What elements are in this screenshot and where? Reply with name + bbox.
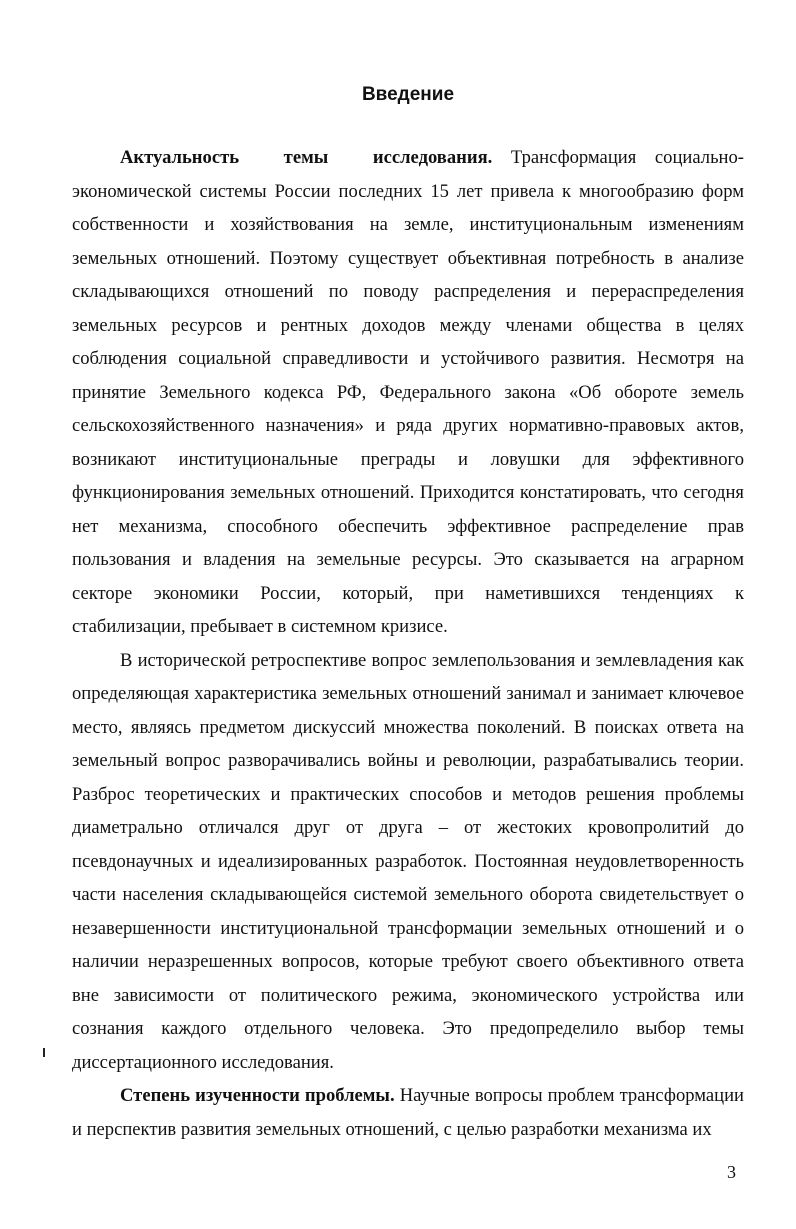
paragraph-text-degree-of-study: Научные вопросы проблем трансформации и перспектив развития земельных отношений, с целью разработки механизма их bbox=[72, 1085, 745, 1140]
page-title: Введение bbox=[361, 84, 455, 105]
paragraph-text-history: В исторической ретроспективе вопрос землепользования и землевладения как определяющая характеристика земельных отношений занимал и занимает ключевое место, являясь предметом дискуссий множества поколений. В поисках ответа на земельный вопрос разворачивались войны и революции, разрабатывались теории. Разброс теоретических и практических способов и методов решения проблемы диаметрально отличался друг от друга – от жестоких кровопролитий до псевдонаучных и идеализированных разработок. Постоянная неудовлетворенность части населения складывающейся системой земельного оборота свидетельствует о незавершенности институциональной трансформации земельных отношений и о наличии неразрешенных вопросов, которые требуют своего объективного ответа вне зависимости от политического режима, экономического устройства или сознания каждого отдельного человека. Это предопределило выбор темы диссертационного исследования. bbox=[72, 649, 744, 1073]
paragraph-lead-degree-of-study: Степень изученности проблемы. bbox=[120, 1085, 395, 1106]
paragraph-history bbox=[72, 644, 744, 1080]
paragraph-text-relevance: Трансформация социально-экономической системы России последних 15 лет привела к многообразию форм собственности и хозяйствования на земле, институциональным изменениям земельных отношений. Поэтому существует объективная потребность в анализе складывающихся отношений по поводу распределения и перераспределения земельных ресурсов и рентных доходов между членами общества в целях соблюдения социальной справедливости и устойчивого развития. Несмотря на принятие Земельного кодекса РФ, Федерального закона «Об обороте земель сельскохозяйственного назначения» и ряда других нормативно-правовых актов, возникают институциональные преграды и ловушки для эффективного функционирования земельных отношений. Приходится констатировать, что сегодня нет механизма, способного обеспечить эффективное распределение прав пользования и владения на земельные ресурсы. Это сказывается на аграрном секторе экономики России, который, при наметившихся тенденциях к стабилизации, пребывает в системном кризисе. bbox=[72, 147, 744, 637]
body-text bbox=[72, 141, 744, 1146]
scan-margin-mark bbox=[43, 1048, 45, 1057]
paragraph-lead-relevance: Актуальность темы исследования. bbox=[120, 147, 493, 168]
paragraph-degree-of-study bbox=[72, 1079, 744, 1146]
page-number: 3 bbox=[727, 1162, 736, 1182]
paragraph-relevance bbox=[72, 141, 744, 644]
